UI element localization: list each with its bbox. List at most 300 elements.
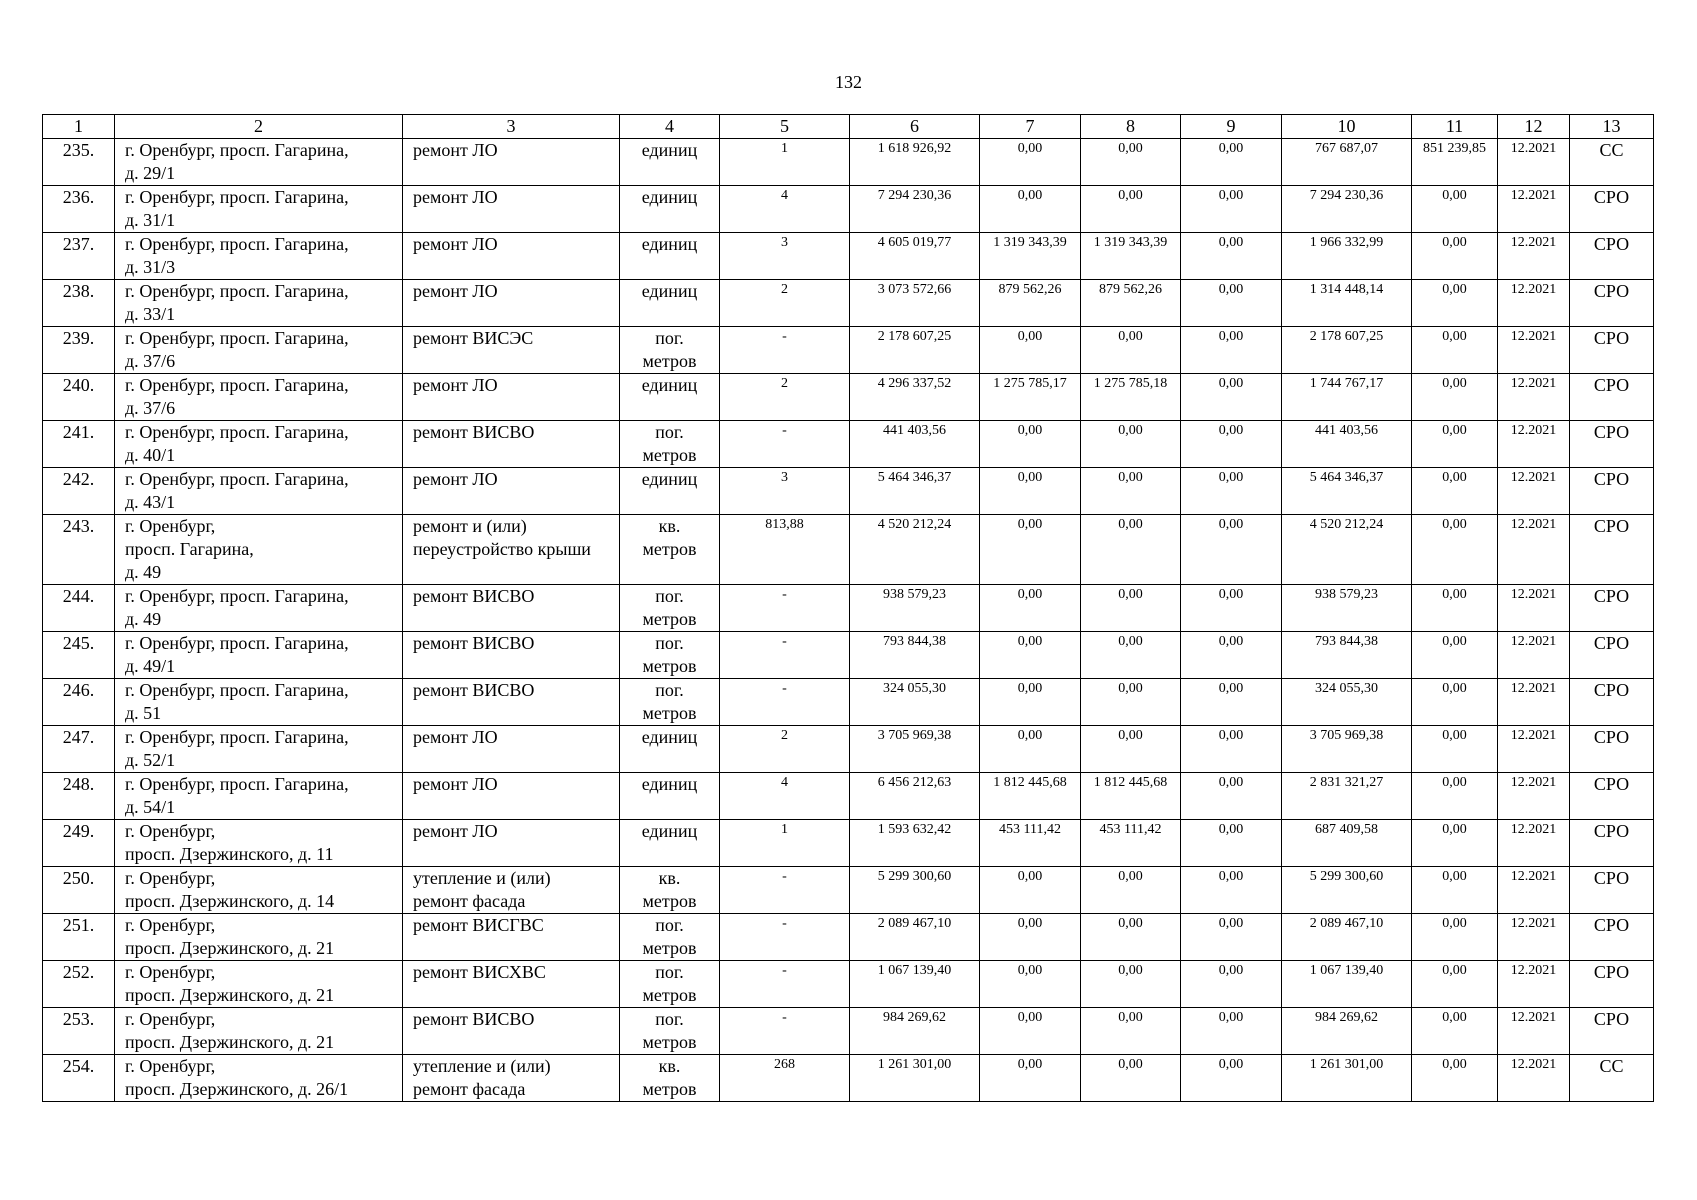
- fund-method-cell: СРО: [1570, 421, 1654, 468]
- unit-cell: [620, 327, 720, 374]
- work-type-cell-line: ремонт ЛО: [413, 469, 498, 489]
- address-cell: [115, 515, 403, 585]
- address-cell: [115, 327, 403, 374]
- fund-method-cell: СС: [1570, 139, 1654, 186]
- fund-method-cell: СРО: [1570, 632, 1654, 679]
- fund-method-cell: СРО: [1570, 867, 1654, 914]
- work-type-cell: [403, 679, 620, 726]
- address-cell-line: г. Оренбург,: [125, 516, 216, 536]
- federal-funds-cell: 0,00: [980, 186, 1081, 233]
- column-header: 3: [403, 115, 620, 139]
- fund-method-cell: СРО: [1570, 773, 1654, 820]
- work-type-cell: [403, 468, 620, 515]
- address-cell-line: просп. Дзержинского, д. 21: [125, 985, 335, 1005]
- table-row: [43, 961, 1654, 1008]
- federal-funds-cell: 0,00: [980, 914, 1081, 961]
- work-type-cell: [403, 186, 620, 233]
- regional-funds-cell: 0,00: [1081, 867, 1181, 914]
- work-type-cell: [403, 515, 620, 585]
- table-row: [43, 186, 1654, 233]
- local-funds-cell: 0,00: [1181, 773, 1282, 820]
- table-row: [43, 679, 1654, 726]
- work-type-cell: [403, 327, 620, 374]
- owner-funds-cell: 767 687,07: [1282, 139, 1412, 186]
- completion-date-cell: 12.2021: [1498, 820, 1570, 867]
- row-number: 247.: [43, 726, 115, 773]
- address-cell-line: просп. Дзержинского, д. 11: [125, 844, 334, 864]
- completion-date-cell: 12.2021: [1498, 139, 1570, 186]
- fund-method-cell: СРО: [1570, 327, 1654, 374]
- address-cell-line: г. Оренбург,: [125, 821, 216, 841]
- other-funds-cell: 0,00: [1412, 233, 1498, 280]
- federal-funds-cell: 0,00: [980, 139, 1081, 186]
- column-header: 2: [115, 115, 403, 139]
- unit-cell-line: пог.: [655, 962, 684, 982]
- total-cost-cell: 5 299 300,60: [850, 867, 980, 914]
- work-type-cell: [403, 914, 620, 961]
- address-cell-line: г. Оренбург, просп. Гагарина,: [125, 774, 349, 794]
- unit-cell-line: единиц: [641, 140, 698, 160]
- completion-date-cell: 12.2021: [1498, 914, 1570, 961]
- unit-cell: [620, 773, 720, 820]
- local-funds-cell: 0,00: [1181, 820, 1282, 867]
- address-cell: [115, 585, 403, 632]
- unit-cell: [620, 726, 720, 773]
- other-funds-cell: 0,00: [1412, 186, 1498, 233]
- address-cell: [115, 914, 403, 961]
- column-header: 8: [1081, 115, 1181, 139]
- row-number: 245.: [43, 632, 115, 679]
- address-cell: [115, 820, 403, 867]
- completion-date-cell: 12.2021: [1498, 632, 1570, 679]
- unit-cell-line: единиц: [641, 234, 698, 254]
- work-type-cell: [403, 773, 620, 820]
- owner-funds-cell: 2 089 467,10: [1282, 914, 1412, 961]
- unit-cell: [620, 374, 720, 421]
- unit-cell-line: метров: [642, 351, 697, 371]
- federal-funds-cell: 1 319 343,39: [980, 233, 1081, 280]
- unit-cell-line: кв.: [658, 516, 681, 536]
- completion-date-cell: 12.2021: [1498, 679, 1570, 726]
- work-type-cell-line: ремонт фасада: [413, 1079, 526, 1099]
- unit-cell-line: единиц: [641, 281, 698, 301]
- column-header: 4: [620, 115, 720, 139]
- other-funds-cell: 851 239,85: [1412, 139, 1498, 186]
- row-number: 248.: [43, 773, 115, 820]
- unit-cell-line: кв.: [658, 868, 681, 888]
- other-funds-cell: 0,00: [1412, 1055, 1498, 1102]
- column-header: 6: [850, 115, 980, 139]
- work-type-cell-line: ремонт ВИСВО: [413, 680, 535, 700]
- unit-cell-line: пог.: [655, 915, 684, 935]
- federal-funds-cell: 879 562,26: [980, 280, 1081, 327]
- total-cost-cell: 6 456 212,63: [850, 773, 980, 820]
- unit-cell-line: метров: [642, 938, 697, 958]
- row-number: 235.: [43, 139, 115, 186]
- fund-method-cell: СРО: [1570, 914, 1654, 961]
- regional-funds-cell: 1 812 445,68: [1081, 773, 1181, 820]
- completion-date-cell: 12.2021: [1498, 961, 1570, 1008]
- fund-method-cell: СРО: [1570, 679, 1654, 726]
- address-cell-line: д. 49/1: [125, 656, 176, 676]
- quantity-cell: -: [720, 632, 850, 679]
- column-header: 1: [43, 115, 115, 139]
- address-cell-line: д. 31/1: [125, 210, 176, 230]
- table-row: [43, 139, 1654, 186]
- federal-funds-cell: 0,00: [980, 585, 1081, 632]
- local-funds-cell: 0,00: [1181, 327, 1282, 374]
- local-funds-cell: 0,00: [1181, 585, 1282, 632]
- unit-cell-line: метров: [642, 656, 697, 676]
- fund-method-cell: СРО: [1570, 726, 1654, 773]
- repair-register-table: [42, 114, 1654, 1102]
- regional-funds-cell: 0,00: [1081, 1055, 1181, 1102]
- owner-funds-cell: 984 269,62: [1282, 1008, 1412, 1055]
- owner-funds-cell: 1 067 139,40: [1282, 961, 1412, 1008]
- fund-method-cell: СРО: [1570, 374, 1654, 421]
- federal-funds-cell: 0,00: [980, 679, 1081, 726]
- unit-cell-line: метров: [642, 703, 697, 723]
- unit-cell-line: пог.: [655, 422, 684, 442]
- quantity-cell: -: [720, 1008, 850, 1055]
- work-type-cell: [403, 726, 620, 773]
- row-number: 246.: [43, 679, 115, 726]
- table-row: [43, 726, 1654, 773]
- column-header: 12: [1498, 115, 1570, 139]
- other-funds-cell: 0,00: [1412, 280, 1498, 327]
- work-type-cell: [403, 820, 620, 867]
- other-funds-cell: 0,00: [1412, 421, 1498, 468]
- total-cost-cell: 2 178 607,25: [850, 327, 980, 374]
- work-type-cell-line: утепление и (или): [413, 868, 551, 888]
- quantity-cell: 2: [720, 726, 850, 773]
- fund-method-cell: СРО: [1570, 1008, 1654, 1055]
- unit-cell-line: пог.: [655, 328, 684, 348]
- work-type-cell: [403, 374, 620, 421]
- table-row: [43, 280, 1654, 327]
- quantity-cell: -: [720, 585, 850, 632]
- row-number: 237.: [43, 233, 115, 280]
- quantity-cell: 2: [720, 374, 850, 421]
- fund-method-cell: СРО: [1570, 515, 1654, 585]
- unit-cell-line: метров: [642, 1032, 697, 1052]
- address-cell-line: просп. Гагарина,: [125, 539, 254, 559]
- address-cell-line: г. Оренбург, просп. Гагарина,: [125, 234, 349, 254]
- work-type-cell-line: ремонт и (или): [413, 516, 527, 536]
- other-funds-cell: 0,00: [1412, 374, 1498, 421]
- total-cost-cell: 984 269,62: [850, 1008, 980, 1055]
- address-cell: [115, 632, 403, 679]
- completion-date-cell: 12.2021: [1498, 515, 1570, 585]
- owner-funds-cell: 2 178 607,25: [1282, 327, 1412, 374]
- table-body: [43, 115, 1654, 1102]
- unit-cell: [620, 585, 720, 632]
- other-funds-cell: 0,00: [1412, 468, 1498, 515]
- unit-cell-line: метров: [642, 539, 697, 559]
- quantity-cell: 3: [720, 468, 850, 515]
- work-type-cell-line: ремонт ЛО: [413, 821, 498, 841]
- completion-date-cell: 12.2021: [1498, 1008, 1570, 1055]
- work-type-cell-line: ремонт ВИСГВС: [413, 915, 544, 935]
- unit-cell: [620, 1055, 720, 1102]
- table-row: [43, 515, 1654, 585]
- page-number: 132: [835, 72, 862, 92]
- work-type-cell-line: ремонт ЛО: [413, 281, 498, 301]
- table-row: [43, 632, 1654, 679]
- completion-date-cell: 12.2021: [1498, 867, 1570, 914]
- quantity-cell: 813,88: [720, 515, 850, 585]
- other-funds-cell: 0,00: [1412, 515, 1498, 585]
- completion-date-cell: 12.2021: [1498, 186, 1570, 233]
- row-number: 241.: [43, 421, 115, 468]
- row-number: 251.: [43, 914, 115, 961]
- address-cell: [115, 867, 403, 914]
- completion-date-cell: 12.2021: [1498, 585, 1570, 632]
- other-funds-cell: 0,00: [1412, 820, 1498, 867]
- unit-cell-line: метров: [642, 985, 697, 1005]
- regional-funds-cell: 879 562,26: [1081, 280, 1181, 327]
- total-cost-cell: 4 296 337,52: [850, 374, 980, 421]
- address-cell: [115, 1055, 403, 1102]
- completion-date-cell: 12.2021: [1498, 327, 1570, 374]
- work-type-cell: [403, 961, 620, 1008]
- owner-funds-cell: 7 294 230,36: [1282, 186, 1412, 233]
- regional-funds-cell: 0,00: [1081, 961, 1181, 1008]
- table-row: [43, 374, 1654, 421]
- work-type-cell-line: ремонт ВИСВО: [413, 422, 535, 442]
- federal-funds-cell: 0,00: [980, 468, 1081, 515]
- unit-cell-line: единиц: [641, 821, 698, 841]
- fund-method-cell: СС: [1570, 1055, 1654, 1102]
- other-funds-cell: 0,00: [1412, 327, 1498, 374]
- regional-funds-cell: 0,00: [1081, 632, 1181, 679]
- local-funds-cell: 0,00: [1181, 468, 1282, 515]
- owner-funds-cell: 938 579,23: [1282, 585, 1412, 632]
- address-cell: [115, 679, 403, 726]
- address-cell-line: г. Оренбург, просп. Гагарина,: [125, 422, 349, 442]
- address-cell-line: д. 31/3: [125, 257, 176, 277]
- quantity-cell: 1: [720, 820, 850, 867]
- address-cell-line: д. 37/6: [125, 351, 176, 371]
- work-type-cell-line: ремонт ЛО: [413, 187, 498, 207]
- table-row: [43, 867, 1654, 914]
- address-cell-line: г. Оренбург, просп. Гагарина,: [125, 140, 349, 160]
- fund-method-cell: СРО: [1570, 233, 1654, 280]
- regional-funds-cell: 0,00: [1081, 421, 1181, 468]
- owner-funds-cell: 2 831 321,27: [1282, 773, 1412, 820]
- row-number: 252.: [43, 961, 115, 1008]
- quantity-cell: -: [720, 421, 850, 468]
- unit-cell-line: пог.: [655, 680, 684, 700]
- other-funds-cell: 0,00: [1412, 867, 1498, 914]
- federal-funds-cell: 0,00: [980, 726, 1081, 773]
- other-funds-cell: 0,00: [1412, 726, 1498, 773]
- row-number: 254.: [43, 1055, 115, 1102]
- completion-date-cell: 12.2021: [1498, 773, 1570, 820]
- address-cell-line: д. 37/6: [125, 398, 176, 418]
- federal-funds-cell: 0,00: [980, 961, 1081, 1008]
- regional-funds-cell: 0,00: [1081, 468, 1181, 515]
- owner-funds-cell: 3 705 969,38: [1282, 726, 1412, 773]
- completion-date-cell: 12.2021: [1498, 1055, 1570, 1102]
- federal-funds-cell: 0,00: [980, 1055, 1081, 1102]
- work-type-cell: [403, 421, 620, 468]
- address-cell: [115, 374, 403, 421]
- work-type-cell-line: ремонт ВИСВО: [413, 586, 535, 606]
- work-type-cell-line: ремонт ВИСВО: [413, 633, 535, 653]
- fund-method-cell: СРО: [1570, 585, 1654, 632]
- work-type-cell-line: ремонт ЛО: [413, 375, 498, 395]
- total-cost-cell: 1 593 632,42: [850, 820, 980, 867]
- address-cell: [115, 468, 403, 515]
- unit-cell: [620, 820, 720, 867]
- completion-date-cell: 12.2021: [1498, 280, 1570, 327]
- total-cost-cell: 4 605 019,77: [850, 233, 980, 280]
- regional-funds-cell: 453 111,42: [1081, 820, 1181, 867]
- work-type-cell-line: ремонт ЛО: [413, 727, 498, 747]
- quantity-cell: 4: [720, 186, 850, 233]
- row-number: 253.: [43, 1008, 115, 1055]
- address-cell-line: г. Оренбург,: [125, 1009, 216, 1029]
- local-funds-cell: 0,00: [1181, 914, 1282, 961]
- work-type-cell: [403, 233, 620, 280]
- unit-cell-line: единиц: [641, 375, 698, 395]
- row-number: 239.: [43, 327, 115, 374]
- regional-funds-cell: 0,00: [1081, 585, 1181, 632]
- address-cell-line: д. 49: [125, 609, 162, 629]
- row-number: 242.: [43, 468, 115, 515]
- quantity-cell: -: [720, 327, 850, 374]
- work-type-cell: [403, 1055, 620, 1102]
- unit-cell-line: пог.: [655, 586, 684, 606]
- row-number: 249.: [43, 820, 115, 867]
- unit-cell: [620, 139, 720, 186]
- row-number: 238.: [43, 280, 115, 327]
- address-cell-line: д. 33/1: [125, 304, 176, 324]
- address-cell: [115, 186, 403, 233]
- work-type-cell: [403, 280, 620, 327]
- regional-funds-cell: 0,00: [1081, 515, 1181, 585]
- address-cell-line: д. 52/1: [125, 750, 176, 770]
- local-funds-cell: 0,00: [1181, 139, 1282, 186]
- owner-funds-cell: 1 314 448,14: [1282, 280, 1412, 327]
- row-number: 250.: [43, 867, 115, 914]
- completion-date-cell: 12.2021: [1498, 374, 1570, 421]
- total-cost-cell: 3 073 572,66: [850, 280, 980, 327]
- fund-method-cell: СРО: [1570, 961, 1654, 1008]
- fund-method-cell: СРО: [1570, 186, 1654, 233]
- local-funds-cell: 0,00: [1181, 374, 1282, 421]
- completion-date-cell: 12.2021: [1498, 421, 1570, 468]
- fund-method-cell: СРО: [1570, 820, 1654, 867]
- owner-funds-cell: 1 744 767,17: [1282, 374, 1412, 421]
- local-funds-cell: 0,00: [1181, 186, 1282, 233]
- work-type-cell-line: ремонт фасада: [413, 891, 526, 911]
- address-cell-line: д. 29/1: [125, 163, 176, 183]
- total-cost-cell: 3 705 969,38: [850, 726, 980, 773]
- regional-funds-cell: 0,00: [1081, 327, 1181, 374]
- other-funds-cell: 0,00: [1412, 1008, 1498, 1055]
- federal-funds-cell: 453 111,42: [980, 820, 1081, 867]
- address-cell: [115, 280, 403, 327]
- address-cell-line: г. Оренбург,: [125, 962, 216, 982]
- local-funds-cell: 0,00: [1181, 961, 1282, 1008]
- table-row: [43, 773, 1654, 820]
- regional-funds-cell: 0,00: [1081, 679, 1181, 726]
- address-cell-line: просп. Дзержинского, д. 26/1: [125, 1079, 349, 1099]
- row-number: 243.: [43, 515, 115, 585]
- address-cell-line: г. Оренбург, просп. Гагарина,: [125, 727, 349, 747]
- unit-cell: [620, 867, 720, 914]
- owner-funds-cell: 324 055,30: [1282, 679, 1412, 726]
- unit-cell-line: метров: [642, 1079, 697, 1099]
- total-cost-cell: 2 089 467,10: [850, 914, 980, 961]
- regional-funds-cell: 0,00: [1081, 139, 1181, 186]
- unit-cell: [620, 961, 720, 1008]
- unit-cell-line: единиц: [641, 727, 698, 747]
- unit-cell: [620, 186, 720, 233]
- completion-date-cell: 12.2021: [1498, 468, 1570, 515]
- address-cell-line: г. Оренбург, просп. Гагарина,: [125, 187, 349, 207]
- federal-funds-cell: 0,00: [980, 421, 1081, 468]
- unit-cell: [620, 515, 720, 585]
- owner-funds-cell: 4 520 212,24: [1282, 515, 1412, 585]
- local-funds-cell: 0,00: [1181, 421, 1282, 468]
- regional-funds-cell: 1 275 785,18: [1081, 374, 1181, 421]
- local-funds-cell: 0,00: [1181, 1055, 1282, 1102]
- table-row: [43, 820, 1654, 867]
- address-cell: [115, 421, 403, 468]
- local-funds-cell: 0,00: [1181, 632, 1282, 679]
- unit-cell-line: метров: [642, 609, 697, 629]
- other-funds-cell: 0,00: [1412, 585, 1498, 632]
- address-cell: [115, 1008, 403, 1055]
- unit-cell: [620, 679, 720, 726]
- address-cell-line: г. Оренбург, просп. Гагарина,: [125, 328, 349, 348]
- column-number-header-row: [43, 115, 1654, 139]
- regional-funds-cell: 0,00: [1081, 1008, 1181, 1055]
- table-row: [43, 914, 1654, 961]
- work-type-cell-line: переустройство крыши: [413, 539, 591, 559]
- address-cell-line: г. Оренбург, просп. Гагарина,: [125, 375, 349, 395]
- table-row: [43, 1055, 1654, 1102]
- work-type-cell-line: ремонт ВИСХВС: [413, 962, 546, 982]
- address-cell-line: д. 43/1: [125, 492, 176, 512]
- federal-funds-cell: 0,00: [980, 867, 1081, 914]
- address-cell: [115, 233, 403, 280]
- work-type-cell-line: ремонт ВИСВО: [413, 1009, 535, 1029]
- federal-funds-cell: 1 812 445,68: [980, 773, 1081, 820]
- owner-funds-cell: 1 966 332,99: [1282, 233, 1412, 280]
- table-row: [43, 585, 1654, 632]
- unit-cell: [620, 280, 720, 327]
- quantity-cell: 4: [720, 773, 850, 820]
- quantity-cell: 1: [720, 139, 850, 186]
- owner-funds-cell: 1 261 301,00: [1282, 1055, 1412, 1102]
- local-funds-cell: 0,00: [1181, 1008, 1282, 1055]
- owner-funds-cell: 441 403,56: [1282, 421, 1412, 468]
- row-number: 236.: [43, 186, 115, 233]
- unit-cell: [620, 632, 720, 679]
- column-header: 10: [1282, 115, 1412, 139]
- unit-cell-line: единиц: [641, 187, 698, 207]
- quantity-cell: -: [720, 914, 850, 961]
- other-funds-cell: 0,00: [1412, 632, 1498, 679]
- regional-funds-cell: 1 319 343,39: [1081, 233, 1181, 280]
- address-cell: [115, 726, 403, 773]
- completion-date-cell: 12.2021: [1498, 233, 1570, 280]
- unit-cell-line: метров: [642, 445, 697, 465]
